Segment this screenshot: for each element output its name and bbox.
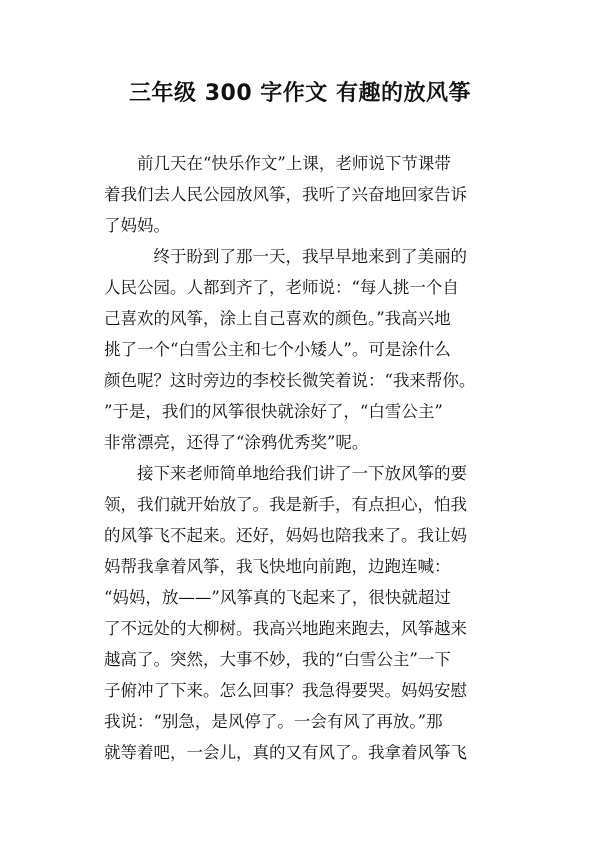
text-line: 挑了一个“白雪公主和七个小矮人”。可是涂什么 bbox=[104, 340, 451, 359]
essay-body bbox=[104, 148, 504, 768]
text-line: 终于盼到了那一天，我早早地来到了美丽的 bbox=[104, 247, 467, 266]
text-line: ”于是，我们的风筝很快就涂好了，“白雪公主” bbox=[104, 402, 443, 421]
text-line: 人民公园。人都到齐了，老师说：“每人挑一个自 bbox=[104, 278, 459, 297]
text-line: 妈帮我拿着风筝，我飞快地向前跑，边跑连喊： bbox=[104, 557, 451, 576]
text-line: 了不远处的大柳树。我高兴地跑来跑去，风筝越来 bbox=[104, 619, 467, 638]
text-line: “妈妈，放——”风筝真的飞起来了，很快就超过 bbox=[104, 588, 451, 607]
text-line: 子俯冲了下来。怎么回事？我急得要哭。妈妈安慰 bbox=[104, 681, 467, 700]
text-line: 就等着吧，一会儿，真的又有风了。我拿着风筝飞 bbox=[104, 743, 467, 762]
text-line: 接下来老师简单地给我们讲了一下放风筝的要 bbox=[104, 464, 467, 483]
document-title: 三年级 300 字作文 有趣的放风筝 bbox=[129, 81, 471, 106]
text-line: 领，我们就开始放了。我是新手，有点担心，怕我 bbox=[104, 495, 467, 514]
text-line: 的风筝飞不起来。还好，妈妈也陪我来了。我让妈 bbox=[104, 526, 467, 545]
text-line: 我说：“别急，是风停了。一会有风了再放。”那 bbox=[104, 712, 443, 731]
text-line: 前几天在“快乐作文”上课，老师说下节课带 bbox=[104, 154, 451, 173]
text-line: 颜色呢？这时旁边的李校长微笑着说：“我来帮你。 bbox=[104, 371, 476, 390]
text-line: 着我们去人民公园放风筝，我听了兴奋地回家告诉 bbox=[104, 185, 467, 204]
text-line: 非常漂亮，还得了“涂鸦优秀奖”呢。 bbox=[104, 433, 369, 452]
text-line: 越高了。突然，大事不妙，我的“白雪公主”一下 bbox=[104, 650, 451, 669]
text-line: 了妈妈。 bbox=[104, 216, 170, 235]
text-line: 己喜欢的风筝，涂上自己喜欢的颜色。”我高兴地 bbox=[104, 309, 451, 328]
